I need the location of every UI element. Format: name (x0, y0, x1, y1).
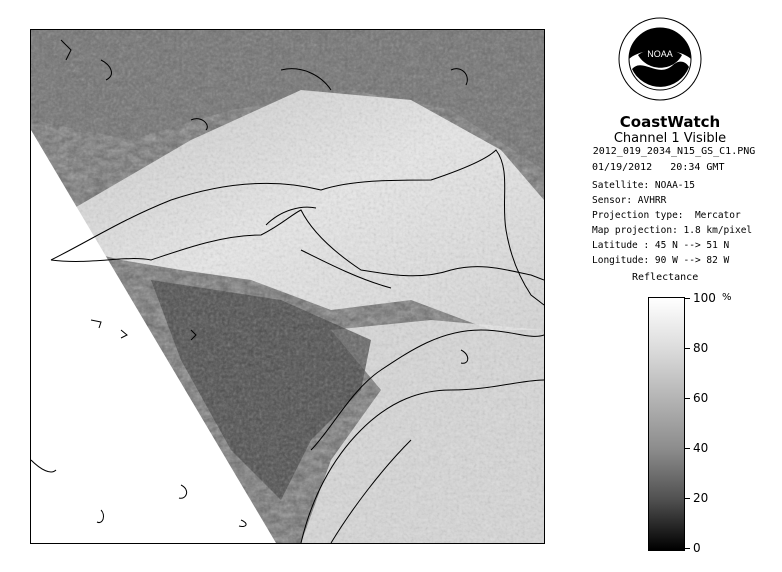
noaa-logo (618, 17, 702, 101)
colorbar-tick-label: 60 (693, 391, 709, 405)
colorbar-tick-label: 80 (693, 341, 709, 355)
longitude-label: Longitude: 90 W --> 82 W (592, 255, 730, 266)
satellite-map[interactable] (30, 29, 545, 544)
map-projection-label: Map projection: 1.8 km/pixel (592, 225, 753, 236)
time: 20:34 GMT (670, 162, 725, 173)
logo-text: NOAA (647, 49, 673, 59)
latitude-label: Latitude : 45 N --> 51 N (592, 240, 730, 251)
brand-title: CoastWatch (619, 113, 721, 131)
colorbar-tick-label: 0 (693, 541, 701, 555)
colorbar-tick (684, 548, 690, 549)
satellite-label: Satellite: NOAA-15 (592, 180, 695, 191)
colorbar-tick (684, 298, 690, 299)
legend-title: Reflectance (632, 272, 699, 283)
colorbar-tick (684, 498, 690, 499)
colorbar-tick (684, 398, 690, 399)
colorbar-tick (684, 348, 690, 349)
legend-unit: % (722, 292, 732, 303)
map-canvas (31, 30, 544, 543)
filename: 2012_019_2034_N15_GS_C1.PNG (592, 146, 756, 157)
colorbar-tick-label: 20 (693, 491, 709, 505)
reflectance-colorbar (648, 297, 685, 551)
channel-label: Channel 1 Visible (613, 131, 727, 146)
sensor-label: Sensor: AVHRR (592, 195, 667, 206)
colorbar-tick-label: 100 (693, 291, 716, 305)
projection-type-label: Projection type: Mercator (592, 210, 741, 221)
colorbar-tick-label: 40 (693, 441, 709, 455)
date: 01/19/2012 (592, 162, 653, 173)
datetime (592, 162, 724, 173)
colorbar-tick (684, 448, 690, 449)
